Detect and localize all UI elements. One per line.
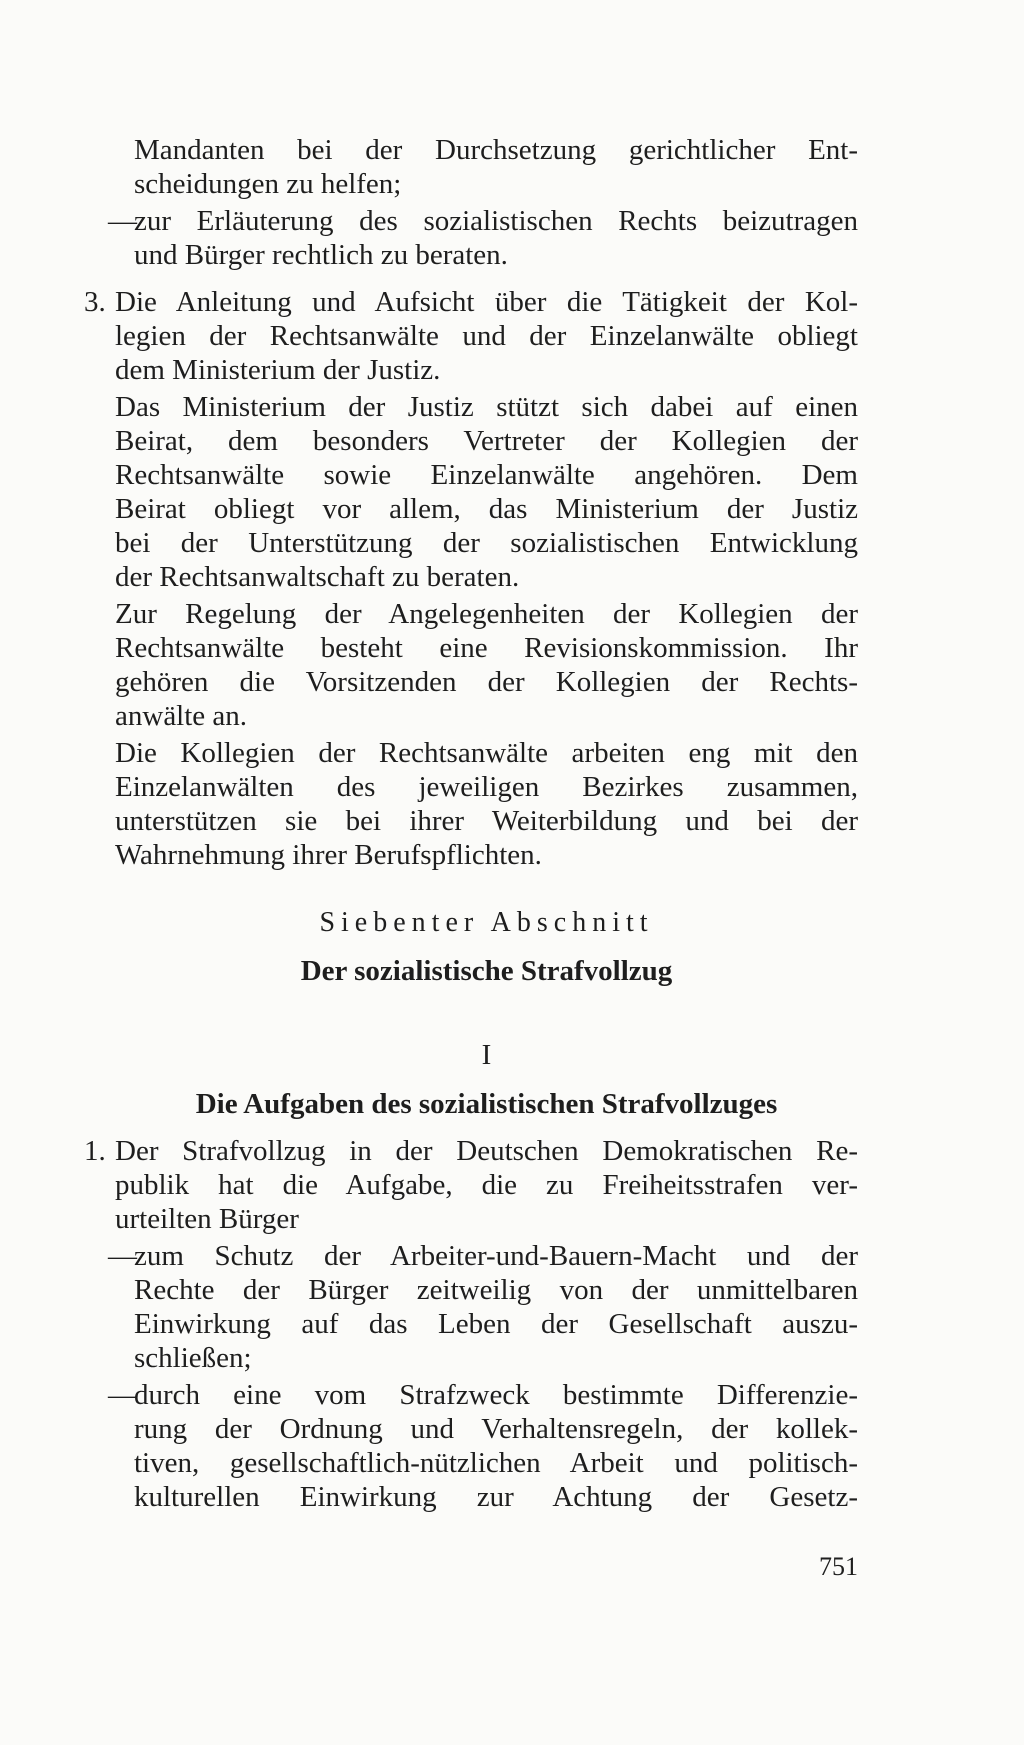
text-line: schließen;	[134, 1342, 252, 1374]
text-line: durch eine vom Strafzweck bestimmte Differenzie-	[134, 1379, 858, 1411]
section-label: Siebenter Abschnitt	[319, 907, 654, 938]
section-title: Der sozialistische Strafvollzug	[300, 955, 673, 987]
text-line: dem Ministerium der Justiz.	[115, 354, 441, 386]
chapter-title: Die Aufgaben des sozialistischen Strafvollzuges	[195, 1088, 778, 1120]
text-line: Rechtsanwälte besteht eine Revisionskommission. Ihr	[115, 632, 858, 664]
text-line: legien der Rechtsanwälte und der Einzelanwälte obliegt	[115, 320, 858, 352]
text-line: Die Kollegien der Rechtsanwälte arbeiten eng mit den	[115, 737, 858, 769]
text-line: rung der Ordnung und Verhaltensregeln, der kollek-	[134, 1413, 858, 1445]
text-line: Beirat obliegt vor allem, das Ministerium der Justiz	[115, 493, 858, 525]
list-dash: —	[108, 1379, 137, 1411]
text-line: Rechtsanwälte sowie Einzelanwälte angehören. Dem	[115, 459, 858, 491]
text-line: kulturellen Einwirkung zur Achtung der Gesetz-	[134, 1481, 858, 1513]
text-line: anwälte an.	[115, 700, 248, 732]
page-number: 751	[819, 1552, 858, 1581]
text-line: Zur Regelung der Angelegenheiten der Kollegien der	[115, 598, 858, 630]
text-line: zum Schutz der Arbeiter-und-Bauern-Macht und der	[134, 1240, 858, 1272]
chapter-numeral: I	[481, 1039, 492, 1071]
text-line: Das Ministerium der Justiz stützt sich dabei auf einen	[115, 391, 858, 423]
list-dash: —	[108, 205, 137, 237]
list-dash: —	[108, 1240, 137, 1272]
text-line: Mandanten bei der Durchsetzung gerichtlicher Ent-	[134, 134, 858, 166]
text-line: scheidungen zu helfen;	[134, 168, 402, 200]
text-line: zur Erläuterung des sozialistischen Rechts beizutragen	[134, 205, 858, 237]
text-line: urteilten Bürger	[115, 1203, 299, 1235]
item-number: 1.	[84, 1135, 106, 1167]
text-line: Rechte der Bürger zeitweilig von der unmittelbaren	[134, 1274, 858, 1306]
text-line: der Rechtsanwaltschaft zu beraten.	[115, 561, 520, 593]
text-line: tiven, gesellschaftlich-nützlichen Arbeit und politisch-	[134, 1447, 858, 1479]
item-number: 3.	[84, 286, 106, 318]
text-line: bei der Unterstützung der sozialistischen Entwicklung	[115, 527, 858, 559]
text-line: gehören die Vorsitzenden der Kollegien der Rechts-	[115, 666, 858, 698]
text-line: Beirat, dem besonders Vertreter der Kollegien der	[115, 425, 858, 457]
text-line: und Bürger rechtlich zu beraten.	[134, 239, 508, 271]
text-line: publik hat die Aufgabe, die zu Freiheitsstrafen ver-	[115, 1169, 858, 1201]
text-line: Wahrnehmung ihrer Berufspflichten.	[115, 839, 542, 871]
text-line: Der Strafvollzug in der Deutschen Demokratischen Re-	[115, 1135, 858, 1167]
text-line: Einzelanwälten des jeweiligen Bezirkes zusammen,	[115, 771, 858, 803]
text-line: Einwirkung auf das Leben der Gesellschaft auszu-	[134, 1308, 858, 1340]
text-line: unterstützen sie bei ihrer Weiterbildung und bei der	[115, 805, 858, 837]
text-line: Die Anleitung und Aufsicht über die Tätigkeit der Kol-	[115, 286, 858, 318]
